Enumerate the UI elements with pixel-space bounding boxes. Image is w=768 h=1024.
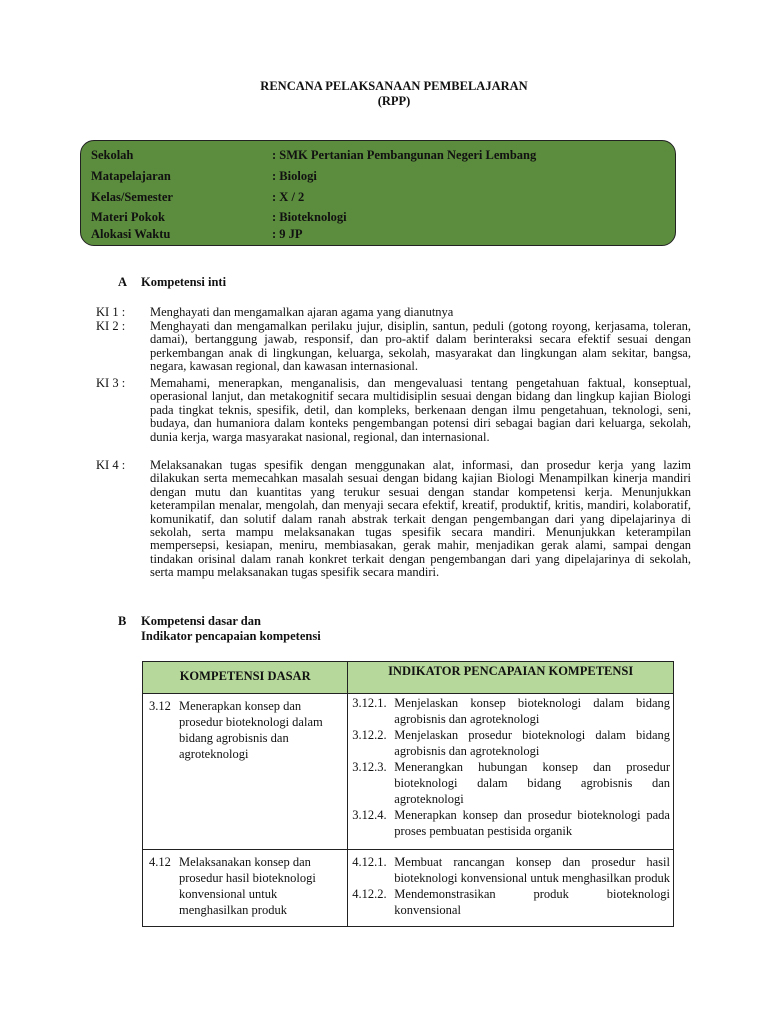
- ki3-text: Memahami, menerapkan, menganalisis, dan mengevaluasi tentang pengetahuan faktual, konseptual, operasional lanjut, dan metakognitif secara multidisiplin sesuai dengan bidang dan lingkup kajian Biologi pada tingkat teknis, spesifik, detil, dan kompleks, berkenaan dengan ilmu pengetahuan, teknologi, seni, budaya, dan humaniora dalam konteks pengembangan potensi diri sebagai bagian dari keluarga, sekolah, dunia kerja, warga masyarakat nasional, regional, dan internasional.: [150, 376, 691, 444]
- ki2-text: Menghayati dan mengamalkan perilaku jujur, disiplin, santun, peduli (gotong royong, kerjasama, toleran, damai), bertanggung jawab, responsif, dan pro-aktif dalam berinteraksi secara efektif sesuai dengan perkembangan anak di lingkungan, keluarga, sekolah, masyarakat dan lingkungan alam sekitar, bangsa, negara, kawasan regional, dan kawasan internasional.: [150, 319, 691, 374]
- table-row: [143, 850, 674, 927]
- list-item: 3.12.3. Menerangkan hubungan konsep dan prosedur bioteknologi dalam bidang agrobisnis dan agroteknologi: [352, 760, 670, 806]
- info-value-kelas: : X / 2: [272, 190, 305, 204]
- section-b-title-line2: Indikator pencapaian kompetensi: [141, 629, 321, 643]
- ki1-text: Menghayati dan mengamalkan ajaran agama yang dianutnya: [150, 305, 454, 319]
- info-label-kelas: Kelas/Semester: [91, 190, 173, 204]
- section-b-letter: B: [118, 614, 127, 628]
- kd-cell: [143, 850, 348, 927]
- kd-number: 4.12: [149, 855, 171, 869]
- document-subtitle: (RPP): [377, 94, 411, 108]
- ki2-label: KI 2 :: [96, 319, 126, 333]
- info-value-sekolah: : SMK Pertanian Pembangunan Negeri Lembang: [272, 148, 537, 162]
- info-label-sekolah: Sekolah: [91, 148, 134, 162]
- indicator-cell: [348, 850, 674, 927]
- ki4-label: KI 4 :: [96, 458, 126, 472]
- info-label-alokasi: Alokasi Waktu: [91, 227, 171, 241]
- table-header-row: [143, 662, 674, 694]
- ki1-label: KI 1 :: [96, 305, 126, 319]
- list-item: 3.12.2. Menjelaskan prosedur bioteknologi dalam bidang agrobisnis dan agroteknologi: [352, 728, 670, 758]
- header-indikator: INDIKATOR PENCAPAIAN KOMPETENSI: [348, 662, 674, 694]
- info-label-materi: Materi Pokok: [91, 210, 165, 224]
- info-value-materi: : Bioteknologi: [272, 210, 347, 224]
- list-item: 4.12.2. Mendemonstrasikan produk bioteknologi konvensional: [352, 887, 670, 917]
- competency-table: [142, 661, 674, 927]
- table-row: [143, 694, 674, 850]
- section-a-title: Kompetensi inti: [141, 275, 227, 289]
- list-item: 3.12.4. Menerapkan konsep dan prosedur bioteknologi pada proses pembuatan pestisida organik: [352, 808, 670, 838]
- header-kompetensi-dasar: KOMPETENSI DASAR: [143, 662, 348, 694]
- document-title: RENCANA PELAKSANAAN PEMBELAJARAN: [260, 79, 528, 93]
- info-value-matapelajaran: : Biologi: [272, 169, 317, 183]
- section-b-title-line1: Kompetensi dasar dan: [141, 614, 261, 628]
- section-a-letter: A: [118, 275, 128, 289]
- list-item: 4.12.1. Membuat rancangan konsep dan prosedur hasil bioteknologi konvensional untuk menghasilkan produk: [352, 855, 670, 885]
- kd-number: 3.12: [149, 699, 171, 713]
- kd-text: Melaksanakan konsep dan prosedur hasil bioteknologi konvensional untuk menghasilkan produk: [179, 855, 316, 917]
- ki4-text: Melaksanakan tugas spesifik dengan menggunakan alat, informasi, dan prosedur kerja yang lazim dilakukan serta memecahkan masalah sesuai dengan bidang kajian Biologi Menampilkan kinerja mandiri dengan mutu dan kuantitas yang terukur sesuai dengan standar kompetensi kerja. Menunjukkan keterampilan menalar, mengolah, dan menyaji secara efektif, kreatif, produktif, kritis, mandiri, kolaboratif, komunikatif, dan solutif dalam ranah abstrak terkait dengan pengembangan dari yang dipelajarinya di sekolah, serta mampu melaksanakan tugas spesifik secara mandiri. Menunjukkan keterampilan mempersepsi, kesiapan, meniru, membiasakan, gerak mahir, menjadikan gerak alami, sampai dengan tindakan orisinal dalam ranah konkret terkait dengan pengembangan dari yang dipelajarinya di sekolah, serta mampu melaksanakan tugas spesifik secara mandiri.: [150, 458, 691, 580]
- kd-cell: [143, 694, 348, 850]
- ki3-label: KI 3 :: [96, 376, 126, 390]
- info-value-alokasi: : 9 JP: [272, 227, 303, 241]
- indicator-cell: [348, 694, 674, 850]
- info-label-matapelajaran: Matapelajaran: [91, 169, 171, 183]
- kd-text: Menerapkan konsep dan prosedur bioteknologi dalam bidang agrobisnis dan agroteknologi: [179, 699, 323, 761]
- list-item: 3.12.1. Menjelaskan konsep bioteknologi dalam bidang agrobisnis dan agroteknologi: [352, 696, 670, 726]
